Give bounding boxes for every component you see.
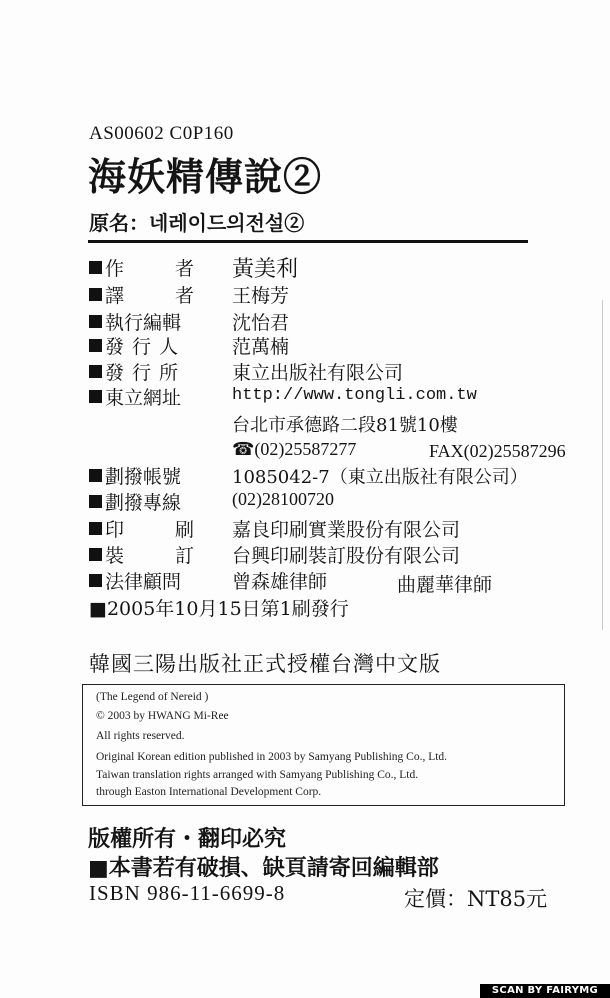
credit-value-translator: 王梅芳 xyxy=(232,285,290,307)
publisher-address: 台北市承德路二段81號10樓 xyxy=(232,415,458,436)
credit-row-account xyxy=(89,462,225,488)
title-divider xyxy=(88,240,528,243)
license-statement: 韓國三陽出版社正式授權台灣中文版 xyxy=(89,652,441,676)
damage-notice: ■本書若有破損、缺頁請寄回編輯部 xyxy=(88,855,439,881)
credit-value-binding: 台興印刷裝訂股份有限公司 xyxy=(232,545,461,567)
copyright-line: (The Legend of Nereid ) xyxy=(96,691,209,703)
credit-label: 劃撥帳號 xyxy=(105,465,182,488)
credit-value-legal-2: 曲麗華律師 xyxy=(397,574,493,596)
credit-row-printing xyxy=(89,515,225,541)
credit-row-author xyxy=(89,254,225,280)
publisher-fax: FAX(02)25587296 xyxy=(429,441,566,461)
copyright-line: Original Korean edition published in 2003 by Samyang Publishing Co., Ltd. xyxy=(96,751,448,763)
original-title: 原名：네레이드의전설② xyxy=(89,211,305,235)
credit-value-author: 黃美利 xyxy=(232,257,299,282)
publisher-phone: ☎(02)25587277 xyxy=(232,439,357,459)
copyright-line: © 2003 by HWANG Mi-Ree xyxy=(96,710,229,722)
credit-label: 發行人 xyxy=(105,335,187,358)
credit-label: 印 刷 xyxy=(105,518,211,541)
credit-value-publishing-house: 東立出版社有限公司 xyxy=(232,362,404,384)
bullet-square-icon xyxy=(89,522,102,535)
credit-label: 裝 訂 xyxy=(105,544,211,567)
copyright-line: All rights reserved. xyxy=(96,730,185,742)
isbn: ISBN 986-11-6699-8 xyxy=(89,881,286,905)
bullet-square-icon xyxy=(89,261,102,274)
product-code: AS00602 C0P160 xyxy=(89,123,234,144)
credit-value-website: http://www.tongli.com.tw xyxy=(232,386,477,405)
rights-notice: 版權所有・翻印必究 xyxy=(88,826,287,852)
credit-row-legal xyxy=(89,567,225,593)
credit-label: 執行編輯 xyxy=(105,311,182,334)
bullet-square-icon xyxy=(89,548,102,561)
credit-row-translator xyxy=(89,281,225,307)
bullet-square-icon xyxy=(89,315,102,328)
credit-value-publisher: 范萬楠 xyxy=(232,336,290,358)
bullet-square-icon xyxy=(89,365,102,378)
page-edge-shadow xyxy=(602,300,603,630)
bullet-square-icon xyxy=(89,288,102,301)
credit-row-editor xyxy=(89,308,225,334)
credit-label: 作 者 xyxy=(105,257,211,280)
credit-value-account-line: (02)28100720 xyxy=(232,489,334,509)
bullet-square-icon xyxy=(89,469,102,482)
credit-row-publishing-house xyxy=(89,358,225,384)
credit-row-account-line xyxy=(89,488,225,514)
book-title: 海妖精傳說② xyxy=(88,154,323,199)
copyright-line: through Easton International Development Corp. xyxy=(96,786,322,798)
credit-value-account: 1085042-7（東立出版社有限公司） xyxy=(232,467,528,488)
credit-value-editor: 沈怡君 xyxy=(232,312,290,334)
scan-credit-badge: SCAN BY FAIRYMG xyxy=(480,984,610,998)
bullet-square-icon xyxy=(89,574,102,587)
credit-label: 法律顧問 xyxy=(105,570,182,593)
first-print-date: ■2005年10月15日第1刷發行 xyxy=(89,598,349,620)
copyright-line: Taiwan translation rights arranged with Samyang Publishing Co., Ltd. xyxy=(96,769,419,781)
credit-row-publisher xyxy=(89,332,225,358)
credit-value-printing: 嘉良印刷實業股份有限公司 xyxy=(232,519,461,541)
credit-label: 發行所 xyxy=(105,361,187,384)
copyright-box xyxy=(82,684,565,806)
bullet-square-icon xyxy=(89,390,102,403)
credit-row-website xyxy=(89,383,225,409)
price: 定價：NT85元 xyxy=(404,887,548,911)
credit-label: 譯 者 xyxy=(105,284,211,307)
credit-row-binding xyxy=(89,541,225,567)
bullet-square-icon xyxy=(89,495,102,508)
credit-label: 劃撥專線 xyxy=(105,491,182,514)
credit-value-legal-1: 曾森雄律師 xyxy=(232,571,328,593)
bullet-square-icon xyxy=(89,339,102,352)
credit-label: 東立網址 xyxy=(105,386,182,409)
